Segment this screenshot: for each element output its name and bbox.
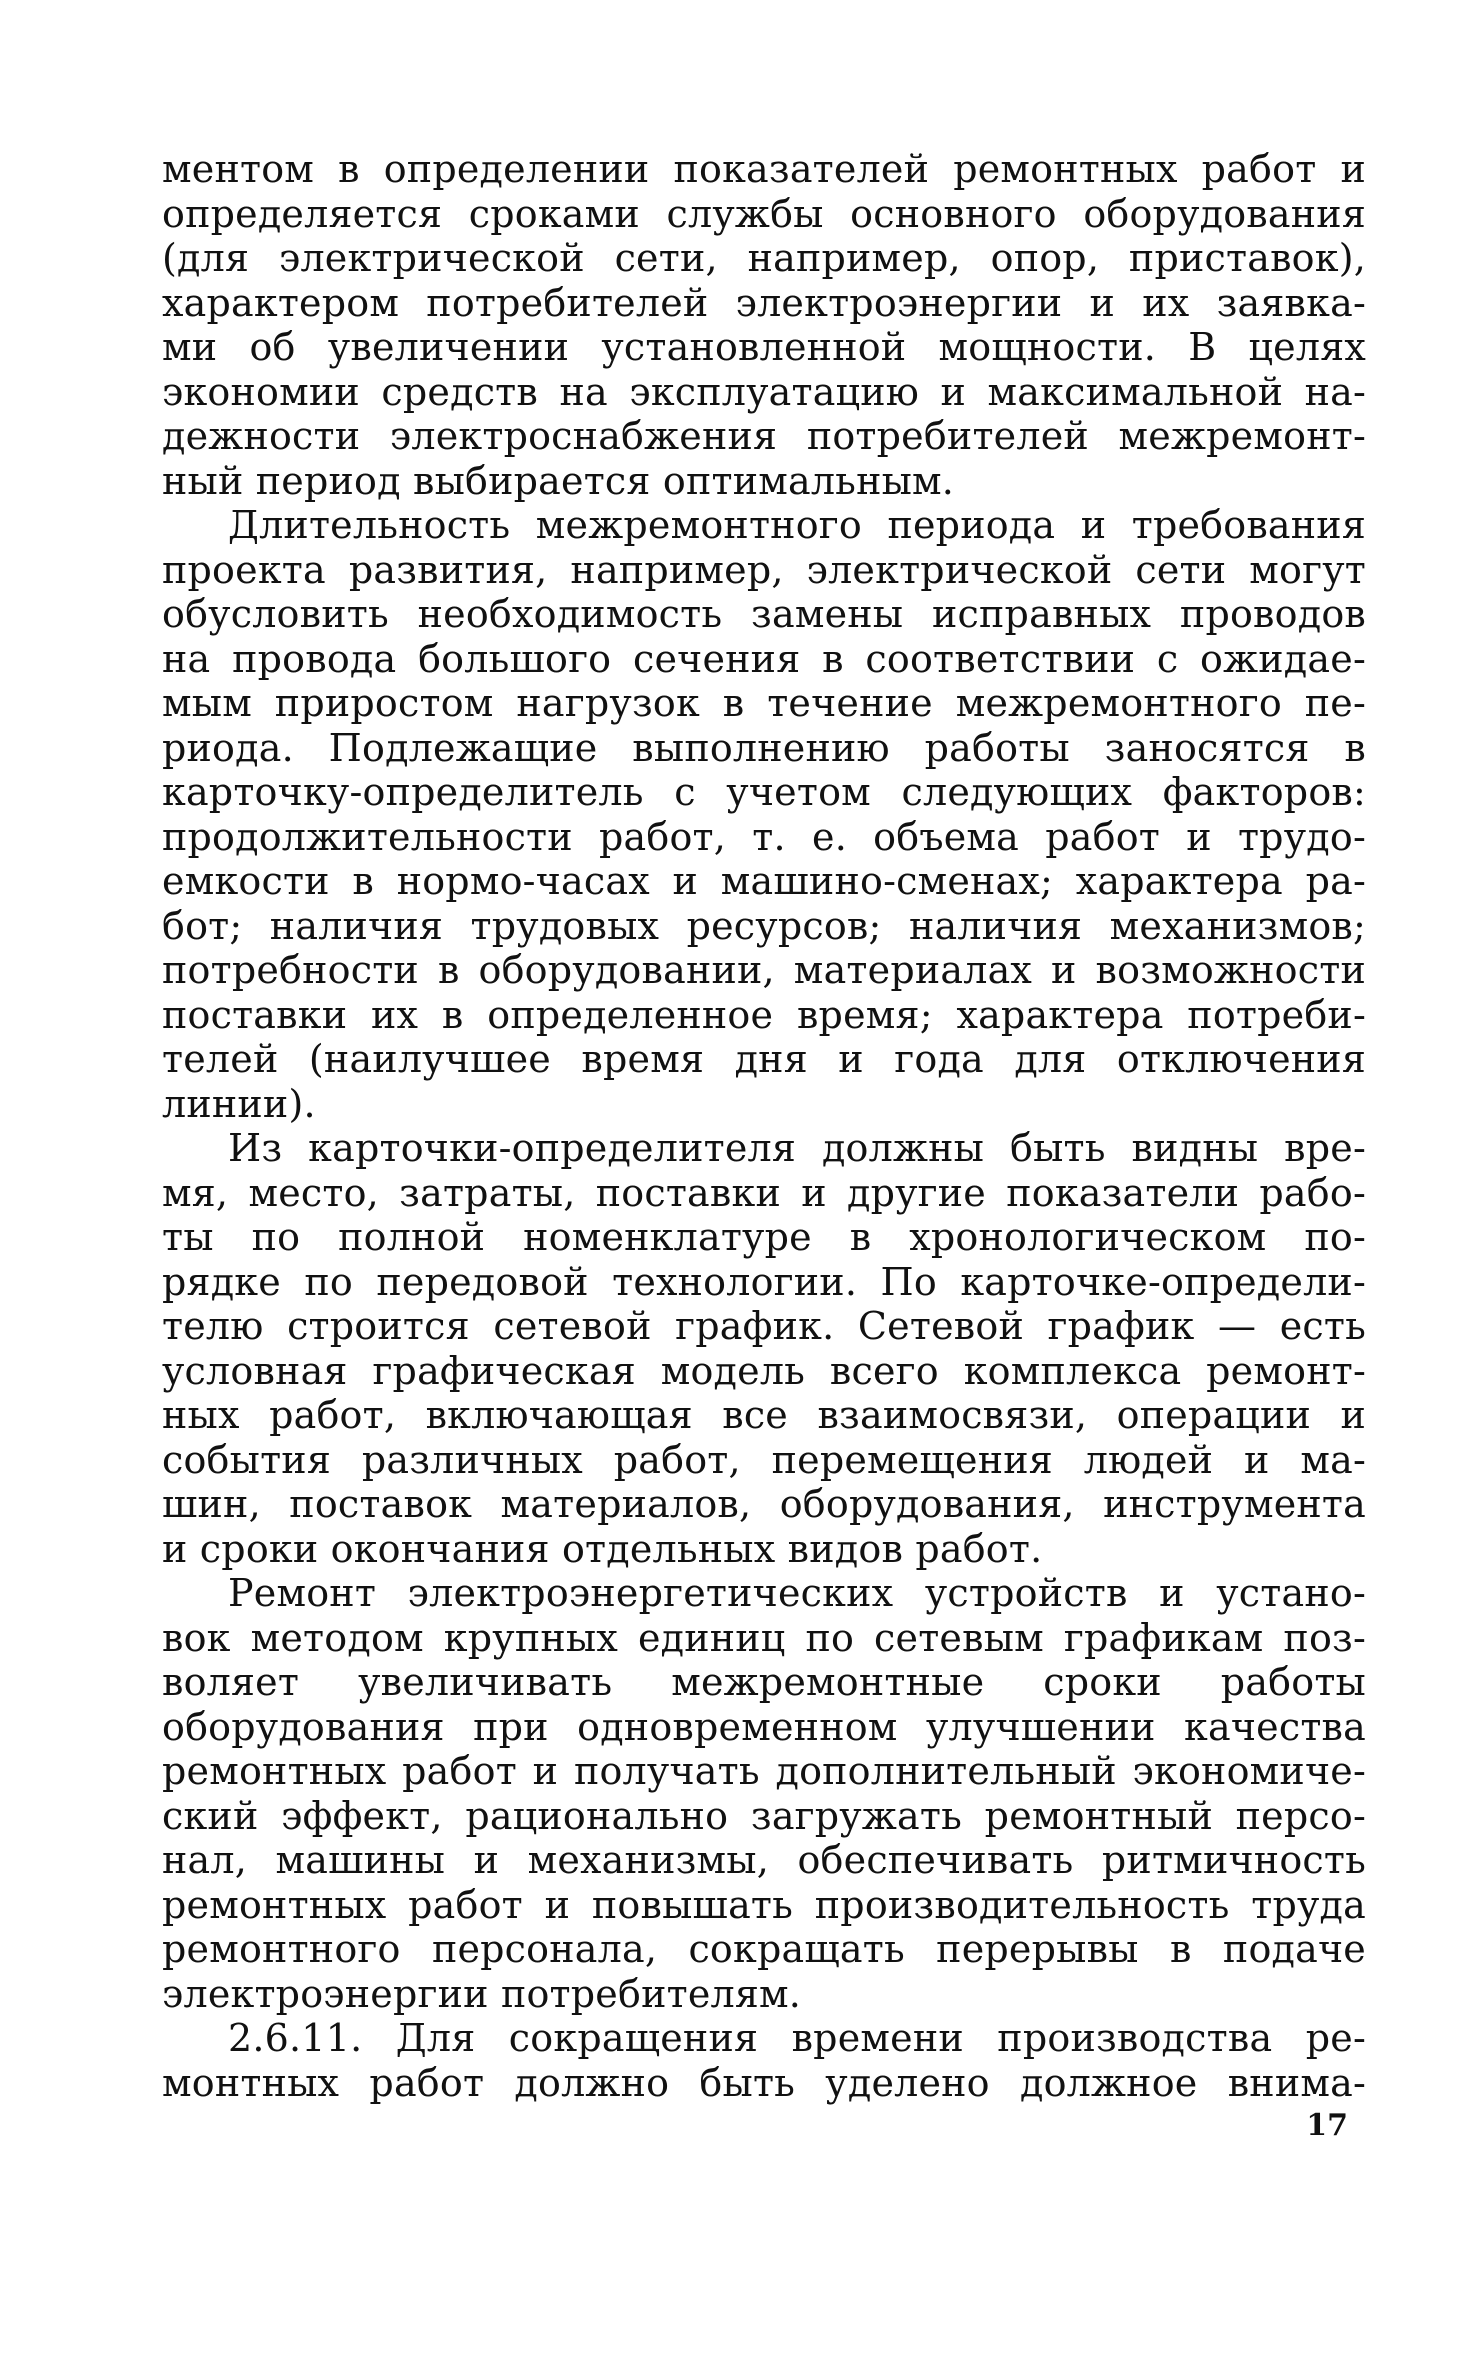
text-line: мым приростом нагрузок в течение межремонтного пе- [162, 681, 1366, 725]
text-line: ский эффект, рационально загружать ремонтный персо- [162, 1793, 1366, 1838]
page-number: 17 [1306, 2108, 1348, 2143]
text-line: телей (наилучшее время дня и года для отключения [162, 1037, 1366, 1081]
text-line: 2.6.11. Для сокращения времени производства ре- [228, 2016, 1366, 2060]
paragraph-4 [162, 1571, 1366, 2016]
text-line: экономии средств на эксплуатацию и максимальной на- [162, 369, 1366, 414]
text-line: Длительность межремонтного периода и требования [228, 503, 1366, 547]
text-line: карточку-определитель с учетом следующих факторов: [162, 770, 1366, 814]
text-line: дежности электроснабжения потребителей межремонт- [162, 414, 1366, 458]
text-line: события различных работ, перемещения людей и ма- [162, 1437, 1366, 1482]
text-line: электроэнергии потребителям. [162, 1971, 802, 2016]
text-line: рядке по передовой технологии. По карточке-определи- [162, 1259, 1366, 1304]
text-line: ты по полной номенклатуре в хронологическом по- [162, 1215, 1366, 1259]
text-line: Из карточки-определителя должны быть видны вре- [228, 1126, 1366, 1170]
text-line: оборудования при одновременном улучшении качества [162, 1704, 1366, 1749]
paragraph-2 [162, 503, 1366, 1126]
text-line: и сроки окончания отдельных видов работ. [162, 1526, 1043, 1571]
text-line: монтных работ должно быть уделено должное внима- [162, 2060, 1366, 2105]
paragraph-1 [162, 147, 1366, 503]
text-line: телю строится сетевой график. Сетевой график — есть [162, 1304, 1366, 1348]
text-line: ных работ, включающая все взаимосвязи, операции и [162, 1393, 1366, 1437]
text-line: условная графическая модель всего комплекса ремонт- [162, 1348, 1366, 1393]
paragraph-5 [162, 2016, 1366, 2105]
text-line: характером потребителей электроэнергии и их заявка- [162, 280, 1366, 325]
text-line: обусловить необходимость замены исправных проводов [162, 592, 1366, 636]
text-line: шин, поставок материалов, оборудования, инструмента [162, 1482, 1366, 1526]
text-line: риода. Подлежащие выполнению работы заносятся в [162, 725, 1366, 770]
text-line: емкости в нормо-часах и машино-сменах; характера ра- [162, 859, 1366, 903]
text-line: ремонтных работ и повышать производительность труда [162, 1882, 1366, 1927]
text-line: ный период выбирается оптимальным. [162, 458, 955, 503]
text-line: нал, машины и механизмы, обеспечивать ритмичность [162, 1838, 1366, 1882]
text-line: бот; наличия трудовых ресурсов; наличия механизмов; [162, 903, 1366, 948]
text-line: потребности в оборудовании, материалах и возможности [162, 948, 1366, 992]
text-line: ремонтных работ и получать дополнительный экономиче- [162, 1749, 1366, 1793]
text-line: проекта развития, например, электрической сети могут [162, 547, 1366, 592]
text-line: определяется сроками службы основного оборудования [162, 191, 1366, 236]
text-line: ремонтного персонала, сокращать перерывы в подаче [162, 1927, 1366, 1971]
text-line: воляет увеличивать межремонтные сроки работы [162, 1660, 1366, 1704]
text-line: линии). [162, 1081, 316, 1126]
text-line: мя, место, затраты, поставки и другие показатели рабо- [162, 1170, 1366, 1215]
paragraph-3 [162, 1126, 1366, 1571]
text-line: поставки их в определенное время; характера потреби- [162, 992, 1366, 1037]
text-line: вок методом крупных единиц по сетевым графикам поз- [162, 1615, 1366, 1660]
text-line: продолжительности работ, т. е. объема работ и трудо- [162, 814, 1366, 859]
text-line: Ремонт электроэнергетических устройств и устано- [228, 1571, 1366, 1615]
text-line: ментом в определении показателей ремонтных работ и [162, 147, 1366, 191]
body-text [162, 147, 1366, 2105]
text-line: (для электрической сети, например, опор, приставок), [162, 236, 1366, 280]
text-line: на провода большого сечения в соответствии с ожидае- [162, 636, 1366, 681]
text-line: ми об увеличении установленной мощности. В целях [162, 325, 1366, 369]
